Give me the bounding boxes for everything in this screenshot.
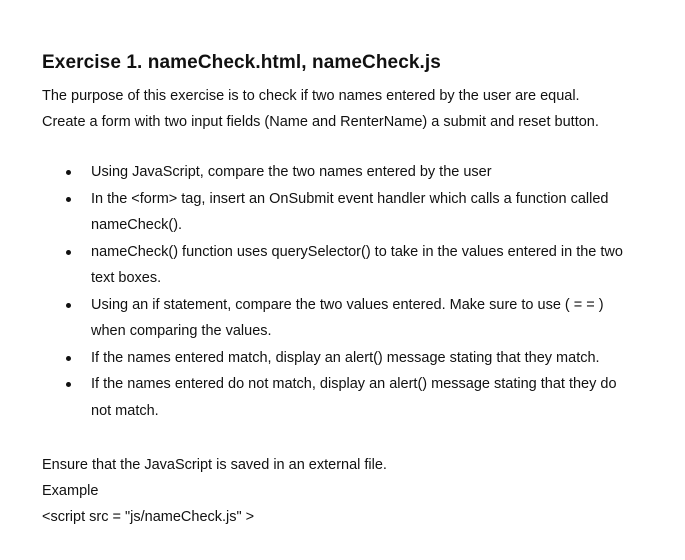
list-item-text: when comparing the values. [91, 323, 272, 339]
list-item [0, 345, 685, 372]
list-item [0, 159, 685, 186]
intro-paragraph [42, 83, 599, 135]
intro-line: Create a form with two input fields (Name and RenterName) a submit and reset button. [42, 114, 599, 130]
bullet-icon [66, 303, 71, 308]
list-item-text: Using an if statement, compare the two values entered. Make sure to use ( = = ) [91, 296, 604, 313]
list-item-text: nameCheck() function uses querySelector() to take in the values entered in the two [91, 243, 623, 260]
list-item-text: If the names entered match, display an alert() message stating that they match. [91, 349, 600, 366]
intro-line: The purpose of this exercise is to check if two names entered by the user are equal. [42, 88, 580, 104]
list-item [0, 239, 685, 292]
example-code: <script src = "js/nameCheck.js" > [42, 509, 255, 525]
list-item [0, 292, 685, 345]
list-item-text: text boxes. [91, 270, 162, 286]
bullet-icon [66, 250, 71, 255]
bullet-icon [66, 170, 71, 175]
instruction-list [0, 159, 685, 424]
example-label: Example [42, 483, 99, 499]
list-item [0, 186, 685, 239]
list-item-text: not match. [91, 402, 159, 419]
list-item [0, 371, 685, 424]
bullet-icon [66, 197, 71, 202]
list-item-text: In the <form> tag, insert an OnSubmit event handler which calls a function called [91, 190, 609, 207]
bullet-icon [66, 382, 71, 387]
list-item-text: nameCheck(). [91, 217, 183, 233]
list-item-text: If the names entered do not match, display an alert() message stating that they do [91, 376, 617, 392]
list-item-text: Using JavaScript, compare the two names entered by the user [91, 164, 492, 180]
bullet-icon [66, 356, 71, 361]
exercise-title: Exercise 1. nameCheck.html, nameCheck.js [42, 52, 441, 73]
footer-paragraph [42, 452, 387, 530]
footer-line: Ensure that the JavaScript is saved in an external file. [42, 457, 387, 473]
